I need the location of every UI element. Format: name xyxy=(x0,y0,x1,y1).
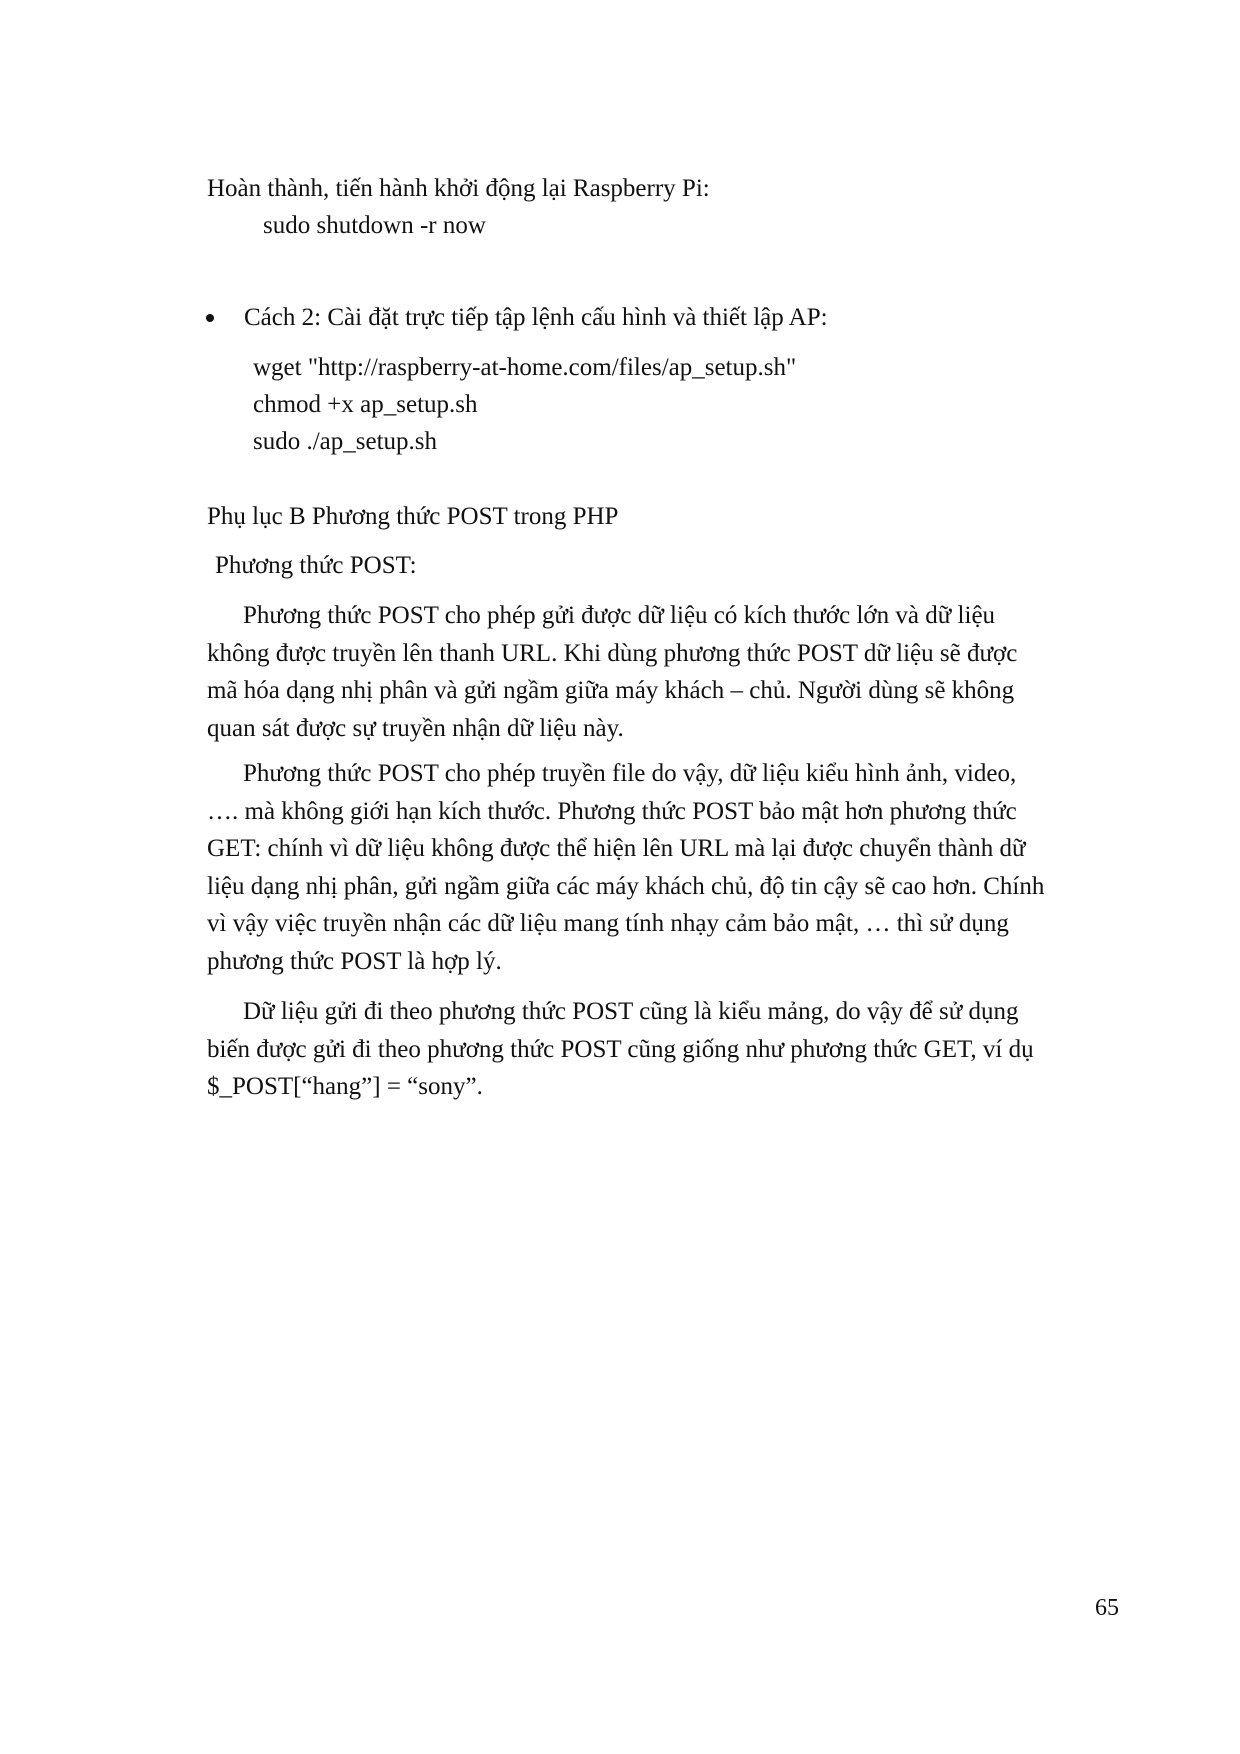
paragraph-1 xyxy=(207,597,1117,747)
paragraph-3-line: $_POST[“hang”] = “sony”. xyxy=(207,1073,483,1100)
paragraph-2-line: vì vậy việc truyền nhận các dữ liệu mang tính nhạy cảm bảo mật, … thì sử dụng xyxy=(207,910,1009,937)
paragraph-3 xyxy=(207,993,1117,1106)
appendix-heading: Phụ lục B Phương thức POST trong PHP xyxy=(207,503,619,530)
command-wget: wget "http://raspberry-at-home.com/files/ap_setup.sh" xyxy=(253,354,797,381)
paragraph-1-line: không được truyền lên thanh URL. Khi dùng phương thức POST dữ liệu sẽ được xyxy=(207,639,1018,667)
paragraph-1-line: Phương thức POST cho phép gửi được dữ liệu có kích thước lớn và dữ liệu xyxy=(243,602,996,629)
restart-command: sudo shutdown -r now xyxy=(263,212,486,239)
command-sudo: sudo ./ap_setup.sh xyxy=(253,428,438,455)
command-chmod: chmod +x ap_setup.sh xyxy=(253,391,478,418)
paragraph-1-line: mã hóa dạng nhị phân và gửi ngầm giữa máy khách – chủ. Người dùng sẽ không xyxy=(207,677,1015,704)
page-number: 65 xyxy=(1095,1595,1119,1621)
paragraph-3-line: Dữ liệu gửi đi theo phương thức POST cũng là kiểu mảng, do vậy để sử dụng xyxy=(243,998,1019,1025)
paragraph-2-line: Phương thức POST cho phép truyền file do vậy, dữ liệu kiểu hình ảnh, video, xyxy=(243,760,1017,787)
paragraph-1-line: quan sát được sự truyền nhận dữ liệu này. xyxy=(207,714,624,742)
paragraph-2-line: …. mà không giới hạn kích thước. Phương thức POST bảo mật hơn phương thức xyxy=(207,797,1017,825)
paragraph-2-line: phương thức POST là hợp lý. xyxy=(207,947,502,975)
paragraph-3-line: biến được gửi đi theo phương thức POST cũng giống như phương thức GET, ví dụ xyxy=(207,1035,1034,1063)
paragraph-2 xyxy=(207,755,1117,980)
restart-intro-text: Hoàn thành, tiến hành khởi động lại Raspberry Pi: xyxy=(207,175,710,202)
paragraph-2-line: liệu dạng nhị phân, gửi ngầm giữa các máy khách chủ, độ tin cậy sẽ cao hơn. Chính xyxy=(207,872,1045,900)
method2-bullet-text: Cách 2: Cài đặt trực tiếp tập lệnh cấu hình và thiết lập AP: xyxy=(244,304,828,331)
bullet-icon xyxy=(206,314,214,322)
paragraph-2-line: GET: chính vì dữ liệu không được thể hiện lên URL mà lại được chuyển thành dữ xyxy=(207,835,1026,862)
post-subheading: Phương thức POST: xyxy=(215,552,417,579)
